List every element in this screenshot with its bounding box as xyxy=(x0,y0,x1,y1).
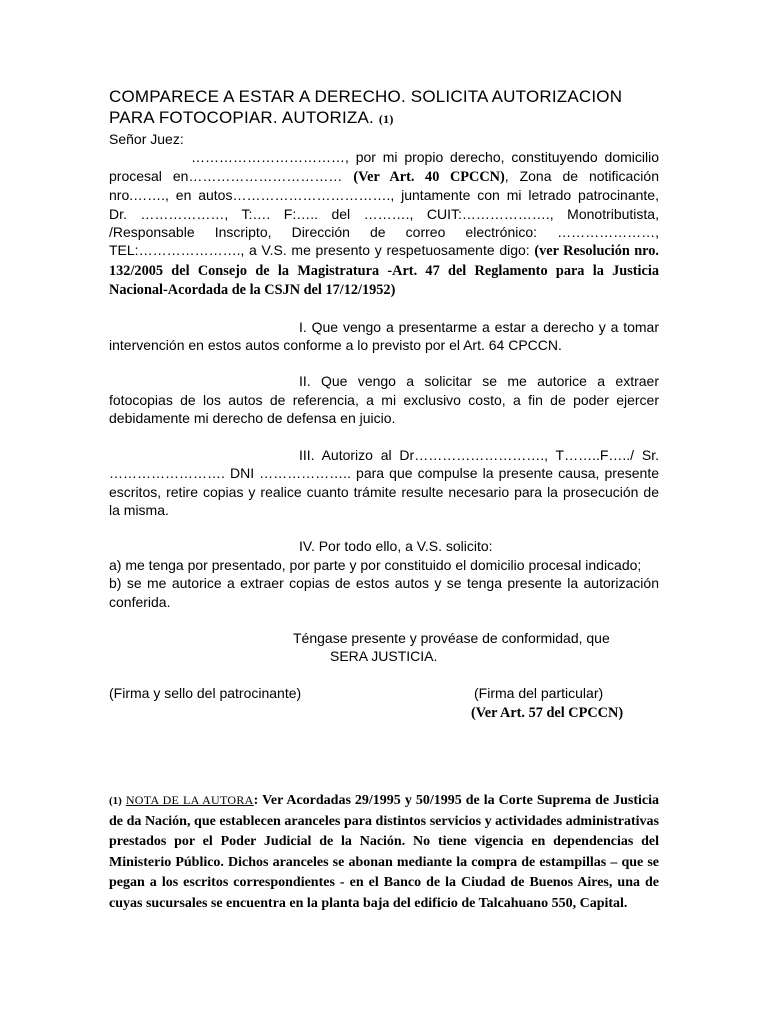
document-body xyxy=(109,86,659,721)
intro-ref-art40: (Ver Art. 40 CPCCN) xyxy=(353,168,505,185)
title-footnote-ref: (1) xyxy=(378,112,394,126)
section-iv: IV. Por todo ello, a V.S. solicito: xyxy=(299,538,493,555)
closing-line-1: Téngase presente y provéase de conformidad, que xyxy=(293,629,610,646)
closing-line-2: SERA JUSTICIA. xyxy=(330,648,438,665)
intro-ref-resolucion: (ver Resolución nro. 132/2005 del Consejo de la Magistratura -Art. 47 del Reglamento para la Justicia Nacional-Acordada de la CSJN del 17/12/1952) xyxy=(109,243,659,299)
salutation: Señor Juez: xyxy=(109,131,184,147)
signature-particular: (Firma del particular) xyxy=(474,684,604,701)
signature-ref-art57: (Ver Art. 57 del CPCCN) xyxy=(471,704,624,721)
intro-text-2: , Zona de notificación nro.……., en autos……………………………., juntamente con mi letrado patrocinante, Dr. ………………, T:…. F:….. del ………., CUIT:………………., Monotributista, /Responsable Inscripto, Dirección de correo electrónico: …………………, TEL:…………………., a V.S. me presento y respetuosamente digo: xyxy=(109,167,659,259)
request-item-b: b) se me autorice a extraer copias de estos autos y se tenga presente la autorización conferida. xyxy=(109,575,659,610)
signature-row xyxy=(109,684,659,721)
note-text: Ver Acordadas 29/1995 y 50/1995 de la Corte Suprema de Justicia de da Nación, que establecen aranceles para distintos servicios y actividades administrativas prestados por el Poder Judicial de la Nación. No tiene vigencia en dependencias del Ministerio Público. Dichos aranceles se abonan mediante la compra de estampillas – que se pegan a los escritos correspondientes - en el Banco de la Ciudad de Buenos Aires, una de cuyas sucursales se encuentra en la planta baja del edificio de Talcahuano 550, Capital. xyxy=(109,793,659,911)
section-iii: III. Autorizo al Dr………………………., T……..F…../ Sr. ……………………. DNI ……………….. para que compulse la presente causa, presente escritos, retire copias y realice cuanto trámite resulte necesario para la prosecución de la misma. xyxy=(109,446,659,518)
section-ii: II. Que vengo a solicitar se me autorice a extraer fotocopias de los autos de referencia, a mi exclusivo costo, a fin de poder ejercer debidamente mi derecho de defensa en juicio. xyxy=(109,373,659,427)
document-title xyxy=(109,86,659,130)
section-i: I. Que vengo a presentarme a estar a derecho y a tomar intervención en estos autos conforme a lo previsto por el Art. 64 CPCCN. xyxy=(109,318,659,354)
intro-text: ……………………………, por mi propio derecho, constituyendo domicilio procesal en…………………………… xyxy=(109,149,659,184)
signature-patrocinante: (Firma y sello del patrocinante) xyxy=(109,684,302,701)
note-label: NOTA DE LA AUTORA xyxy=(125,793,254,807)
note-colon: : xyxy=(253,793,259,808)
intro-paragraph xyxy=(109,148,659,299)
request-item-a: a) me tenga por presentado, por parte y por constituido el domicilio procesal indicado; xyxy=(109,556,642,573)
author-note xyxy=(109,790,659,915)
note-number: (1) xyxy=(109,795,122,807)
title-text: COMPARECE A ESTAR A DERECHO. SOLICITA AUTORIZACION PARA FOTOCOPIAR. AUTORIZA. xyxy=(109,87,623,127)
